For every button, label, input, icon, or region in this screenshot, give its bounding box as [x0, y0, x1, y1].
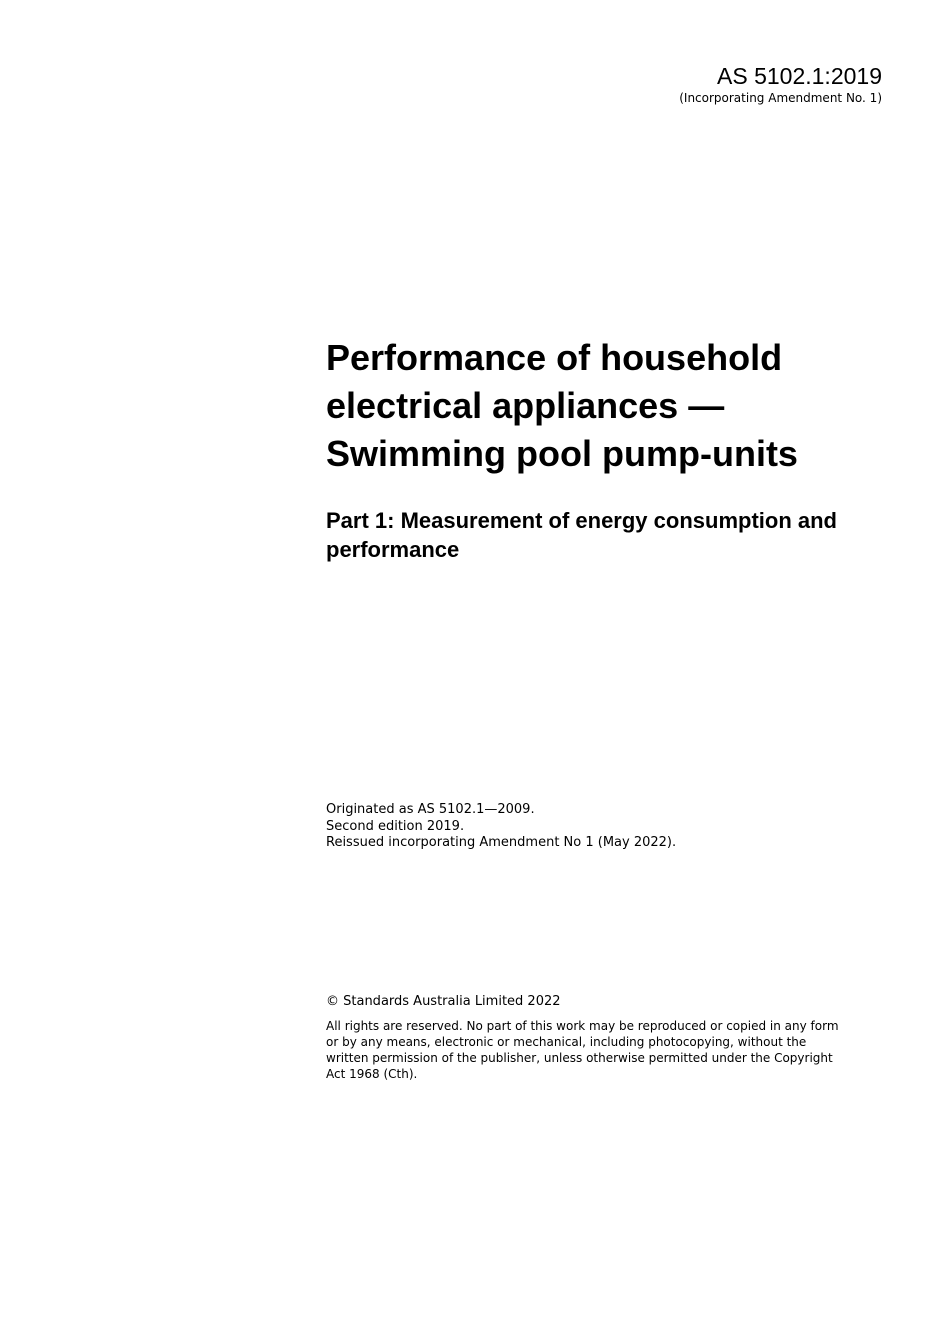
copyright-notice: © Standards Australia Limited 2022: [326, 994, 561, 1009]
document-subtitle: Part 1: Measurement of energy consumption and performance: [326, 508, 837, 562]
document-title: [326, 334, 896, 478]
publication-history: [326, 802, 896, 852]
title-line: Swimming pool pump-units: [326, 433, 798, 474]
amendment-note: (Incorporating Amendment No. 1): [679, 91, 882, 105]
title-line: electrical appliances —: [326, 385, 725, 426]
rights-statement: All rights are reserved. No part of this work may be reproduced or copied in any form or by any means, electronic or mechanical, including photocopying, without the written permission of the publisher, unless otherwise permitted under the Copyright Act 1968 (Cth).: [326, 1019, 839, 1081]
title-line: Performance of household: [326, 337, 783, 378]
standard-number: AS 5102.1:2019: [717, 63, 882, 89]
document-header: [679, 62, 882, 107]
history-line: Reissued incorporating Amendment No 1 (May 2022).: [326, 835, 677, 850]
history-line: Originated as AS 5102.1—2009.: [326, 802, 535, 817]
history-line: Second edition 2019.: [326, 818, 465, 834]
